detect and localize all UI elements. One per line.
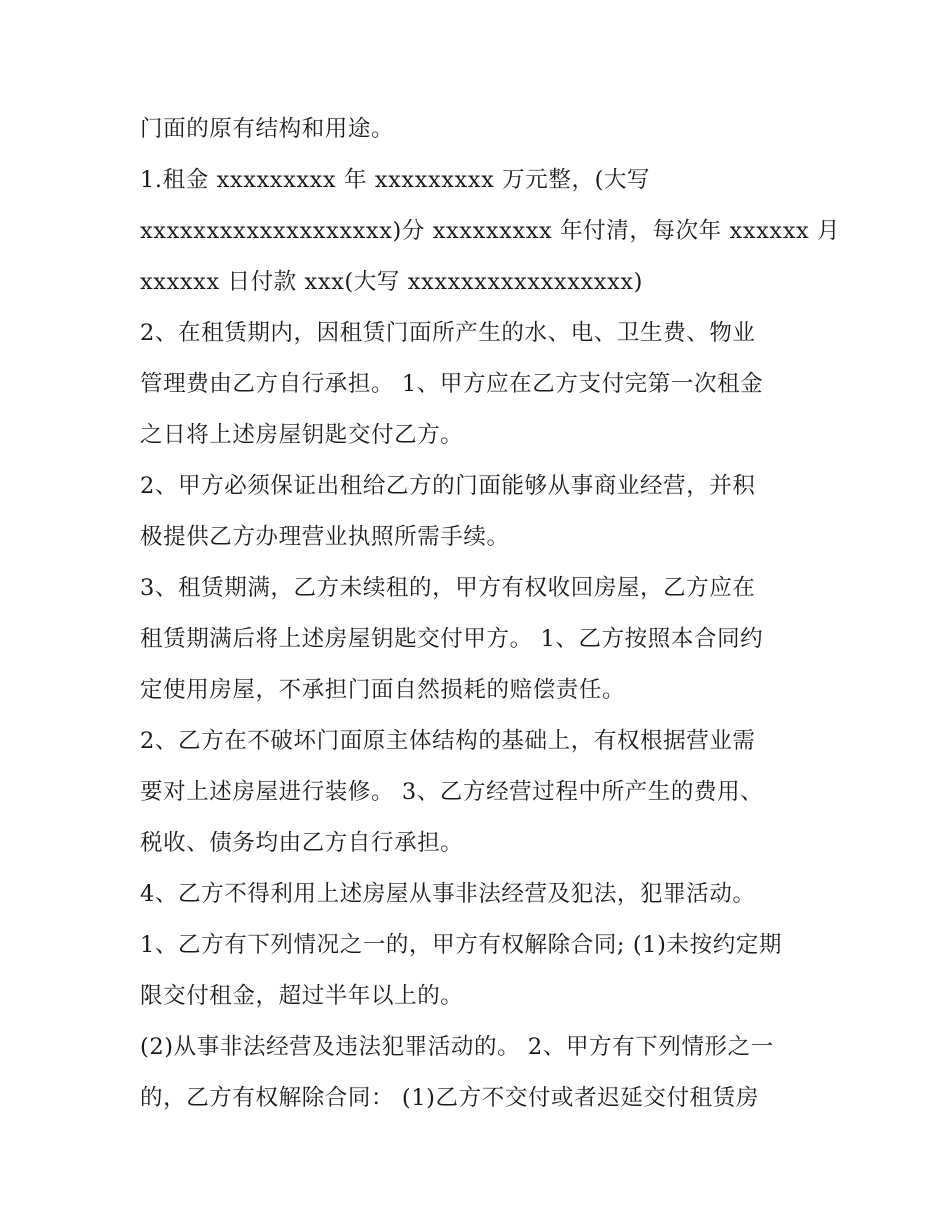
- text-line: 2、乙方在不破坏门面原主体结构的基础上，有权根据营业需: [140, 728, 756, 754]
- text-line: xxxxxxxxxxxxxxxxxxx)分 xxxxxxxxx 年付清，每次年 xxxxxx 月: [140, 218, 841, 244]
- text-line: 定使用房屋，不承担门面自然损耗的赔偿责任。: [140, 677, 626, 703]
- text-line: 2、甲方必须保证出租给乙方的门面能够从事商业经营，并积: [140, 473, 756, 499]
- text-line: 2、在租赁期内，因租赁门面所产生的水、电、卫生费、物业: [140, 320, 756, 346]
- text-line: 1、乙方有下列情况之一的，甲方有权解除合同; (1)未按约定期: [140, 932, 783, 958]
- text-line: 3、租赁期满，乙方未续租的，甲方有权收回房屋，乙方应在: [140, 575, 756, 601]
- text-line: 之日将上述房屋钥匙交付乙方。: [140, 422, 464, 448]
- text-line: 租赁期满后将上述房屋钥匙交付甲方。 1、乙方按照本合同约: [140, 626, 764, 652]
- text-line: 4、乙方不得利用上述房屋从事非法经营及犯法，犯罪活动。: [140, 881, 756, 907]
- text-line: (2)从事非法经营及违法犯罪活动的。 2、甲方有下列情形之一: [140, 1034, 774, 1060]
- text-line: xxxxxx 日付款 xxx(大写 xxxxxxxxxxxxxxxxx): [140, 269, 644, 295]
- text-line: 要对上述房屋进行装修。 3、乙方经营过程中所产生的费用、: [140, 779, 764, 805]
- text-line: 1.租金 xxxxxxxxx 年 xxxxxxxxx 万元整，(大写: [140, 167, 651, 193]
- text-line: 门面的原有结构和用途。: [140, 116, 395, 142]
- text-line: 极提供乙方办理营业执照所需手续。: [140, 524, 510, 550]
- text-line: 税收、债务均由乙方自行承担。: [140, 830, 464, 856]
- text-line: 限交付租金，超过半年以上的。: [140, 983, 464, 1009]
- text-line: 管理费由乙方自行承担。 1、甲方应在乙方支付完第一次租金: [140, 371, 764, 397]
- text-line: 的，乙方有权解除合同： (1)乙方不交付或者迟延交付租赁房: [140, 1085, 759, 1111]
- contract-text: [140, 104, 841, 1124]
